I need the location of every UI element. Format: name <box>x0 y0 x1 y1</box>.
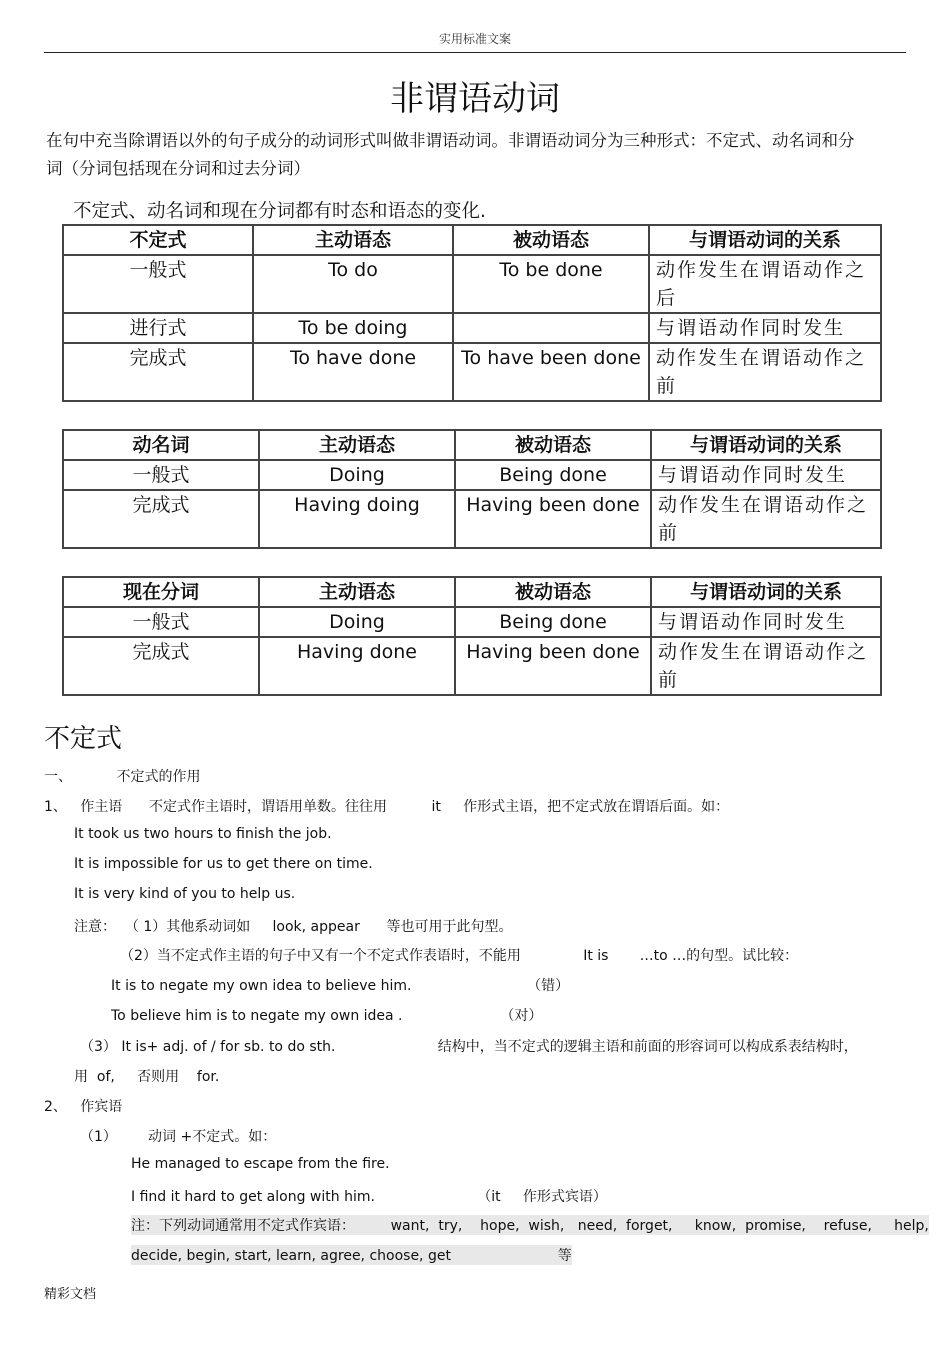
table-cell <box>453 313 649 343</box>
table-cell: To have done <box>253 343 453 401</box>
table-cell: To do <box>253 255 453 313</box>
header-cell: 现在分词 <box>63 577 259 607</box>
note-line: （3） It is+ adj. of / for sb. to do sth. 结构中，当不定式的逻辑主语和前面的形容词可以构成系表结构时， <box>80 1039 858 1055</box>
table-cell: 动作发生在谓语动作之前 <box>651 490 881 548</box>
table-cell: Having doing <box>259 490 455 548</box>
body-line: 1、 作主语 不定式作主语时，谓语用单数。往往用 it 作形式主语，把不定式放在谓语后面。如： <box>44 799 730 815</box>
example-sentence: He managed to escape from the fire. <box>131 1156 390 1172</box>
table-cell: 完成式 <box>63 343 253 401</box>
table-cell: To be doing <box>253 313 453 343</box>
highlighted-note: 注：下列动词通常用不定式作宾语： want, try, hope, wish, need, forget, know, promise, refuse, help, <box>131 1215 929 1235</box>
header-cell: 被动语态 <box>453 225 649 255</box>
participle-table <box>62 576 882 696</box>
note-line: 用 of, 否则用 for. <box>74 1069 220 1085</box>
body-line: 2、 作宾语 <box>44 1099 123 1115</box>
section-heading: 不定式 <box>44 724 123 754</box>
table-cell: Doing <box>259 460 455 490</box>
table-cell: 一般式 <box>63 255 253 313</box>
header-cell: 被动语态 <box>455 577 651 607</box>
table-cell: 与谓语动作同时发生 <box>651 607 881 637</box>
header-cell: 主动语态 <box>259 577 455 607</box>
table-cell: 动作发生在谓语动作之后 <box>649 255 881 313</box>
table-cell: Having done <box>259 637 455 695</box>
infinitive-table <box>62 224 882 402</box>
body-line: （1） 动词 +不定式。如： <box>80 1129 277 1145</box>
table-cell: Having been done <box>455 637 651 695</box>
note-line: （2）当不定式作主语的句子中又有一个不定式作表语时，不能用 It is …to …的句型。试比较： <box>120 948 799 964</box>
table-cell: 进行式 <box>63 313 253 343</box>
table-cell: Having been done <box>455 490 651 548</box>
table-cell: 完成式 <box>63 490 259 548</box>
example-sentence: It is impossible for us to get there on time. <box>74 856 373 872</box>
table-cell: 与谓语动作同时发生 <box>649 313 881 343</box>
table-cell: 一般式 <box>63 607 259 637</box>
table-cell: To have been done <box>453 343 649 401</box>
header-cell: 主动语态 <box>253 225 453 255</box>
table-cell: Being done <box>455 607 651 637</box>
table-caption: 不定式、动名词和现在分词都有时态和语态的变化. <box>73 201 486 222</box>
header-cell: 主动语态 <box>259 430 455 460</box>
page-footer: 精彩文档 <box>44 1287 97 1302</box>
gerund-table <box>62 429 882 549</box>
table-cell: 与谓语动作同时发生 <box>651 460 881 490</box>
highlighted-note: decide, begin, start, learn, agree, choose, get 等 <box>131 1245 572 1265</box>
table-cell: 动作发生在谓语动作之前 <box>651 637 881 695</box>
example-sentence: It is to negate my own idea to believe him. （错） <box>111 978 570 994</box>
table-cell: 动作发生在谓语动作之前 <box>649 343 881 401</box>
header-cell: 与谓语动词的关系 <box>649 225 881 255</box>
header-cell: 被动语态 <box>455 430 651 460</box>
page-title: 非谓语动词 <box>390 79 560 119</box>
example-sentence: I find it hard to get along with him. （it 作形式宾语） <box>131 1189 607 1205</box>
table-cell: 一般式 <box>63 460 259 490</box>
example-sentence: It is very kind of you to help us. <box>74 886 296 902</box>
table-cell: Doing <box>259 607 455 637</box>
page-header: 实用标准文案 <box>438 32 511 46</box>
example-sentence: It took us two hours to finish the job. <box>74 826 332 842</box>
table-cell: To be done <box>453 255 649 313</box>
note-line: 注意： （ 1）其他系动词如 look, appear 等也可用于此句型。 <box>74 919 513 935</box>
header-cell: 不定式 <box>63 225 253 255</box>
table-cell: Being done <box>455 460 651 490</box>
header-cell: 动名词 <box>63 430 259 460</box>
header-rule <box>44 52 906 53</box>
example-sentence: To believe him is to negate my own idea . （对） <box>111 1008 543 1024</box>
intro-paragraph: 在句中充当除谓语以外的句子成分的动词形式叫做非谓语动词。非谓语动词分为三种形式：不定式、动名词和分词（分词包括现在分词和过去分词） <box>46 131 855 178</box>
body-line: 一、 不定式的作用 <box>44 769 201 785</box>
table-cell: 完成式 <box>63 637 259 695</box>
header-cell: 与谓语动词的关系 <box>651 430 881 460</box>
header-cell: 与谓语动词的关系 <box>651 577 881 607</box>
